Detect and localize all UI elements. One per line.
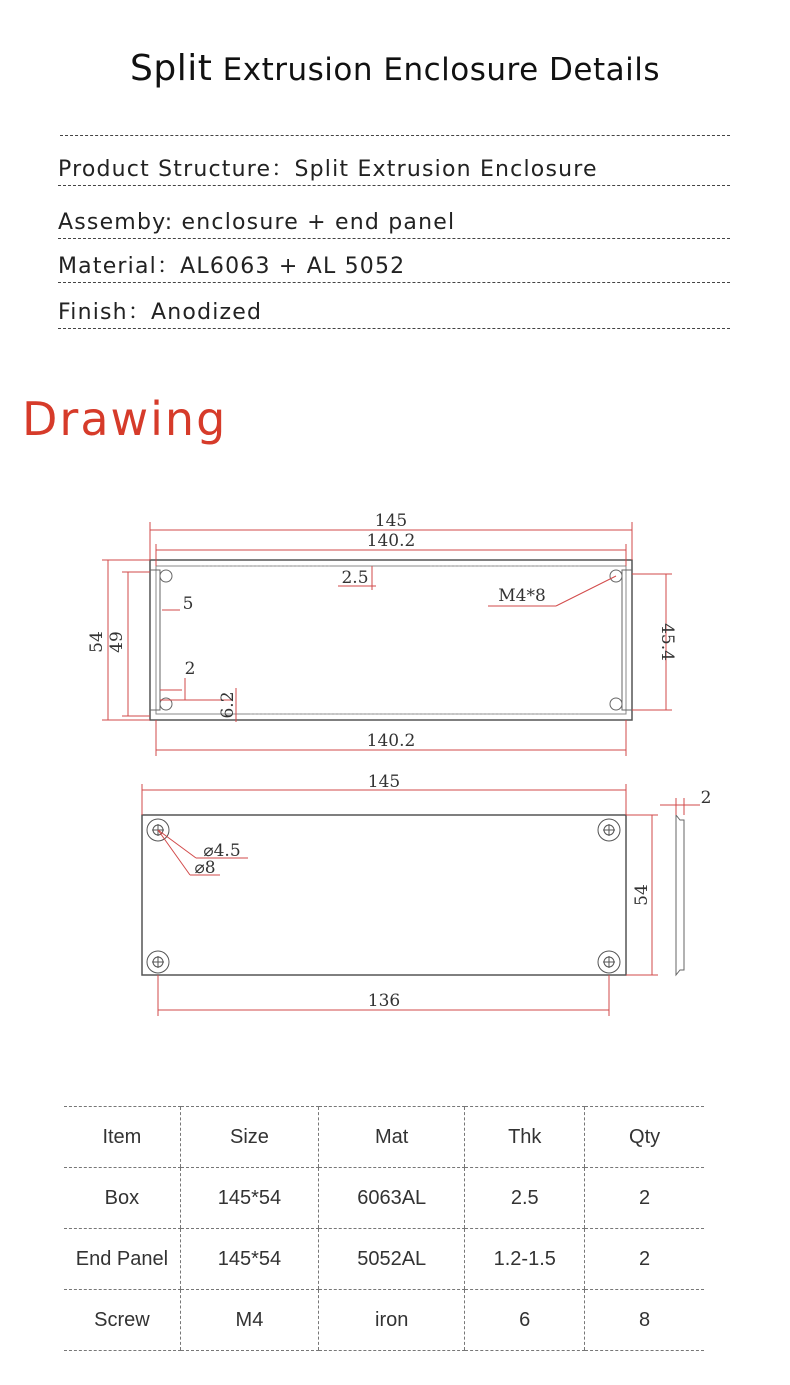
table-header-qty: Qty xyxy=(585,1107,704,1168)
table-row xyxy=(64,1290,704,1351)
table-cell: 6063AL xyxy=(319,1168,465,1229)
table-cell: Screw xyxy=(64,1290,180,1351)
table-cell: 2 xyxy=(585,1168,704,1229)
spec-table xyxy=(64,1106,704,1351)
dim-hole-large: ⌀8 xyxy=(194,858,216,878)
table-cell: 145*54 xyxy=(180,1168,318,1229)
spec-material: Material：AL6063 + AL 5052 xyxy=(58,252,730,283)
dim-hole-small: ⌀4.5 xyxy=(203,841,241,861)
dim-hole-span: 136 xyxy=(367,991,401,1011)
table-header-thk: Thk xyxy=(465,1107,585,1168)
table-cell: 5052AL xyxy=(319,1229,465,1290)
title-rest: Extrusion Enclosure Details xyxy=(222,52,660,88)
dim-six-two: 6.2 xyxy=(218,691,238,719)
table-cell: iron xyxy=(319,1290,465,1351)
dim-five: 5 xyxy=(182,594,194,614)
dim-panel-width: 145 xyxy=(367,772,401,792)
table-row xyxy=(64,1168,704,1229)
table-header-row xyxy=(64,1107,704,1168)
dim-width-outer: 145 xyxy=(374,511,408,531)
table-header-item: Item xyxy=(64,1107,180,1168)
spec-finish: Finish：Anodized xyxy=(58,298,730,329)
dim-width-inner: 140.2 xyxy=(366,531,416,551)
table-cell: 2.5 xyxy=(465,1168,585,1229)
technical-drawing xyxy=(0,500,790,1040)
dim-width-bottom: 140.2 xyxy=(366,731,416,751)
dim-height-outer: 54 xyxy=(87,631,107,653)
dim-screw: M4*8 xyxy=(498,586,546,606)
table-header-mat: Mat xyxy=(319,1107,465,1168)
dim-panel-height: 54 xyxy=(632,884,652,906)
drawing-heading: Drawing xyxy=(22,392,228,446)
dim-two: 2 xyxy=(184,659,196,679)
dim-panel-thickness: 2 xyxy=(700,788,712,808)
end-panel-view xyxy=(142,772,711,1016)
spec-top-divider xyxy=(60,135,730,136)
table-cell: 2 xyxy=(585,1229,704,1290)
table-cell: Box xyxy=(64,1168,180,1229)
spec-assembly: Assemby: enclosure + end panel xyxy=(58,208,730,239)
enclosure-top-view xyxy=(87,511,677,756)
dim-slot-height: 45.4 xyxy=(657,623,677,661)
table-cell: 6 xyxy=(465,1290,585,1351)
spec-product-structure: Product Structure：Split Extrusion Enclosure xyxy=(58,155,730,186)
dim-height-inner: 49 xyxy=(107,631,127,653)
table-cell: 145*54 xyxy=(180,1229,318,1290)
table-row xyxy=(64,1229,704,1290)
table-header-size: Size xyxy=(180,1107,318,1168)
table-cell: 8 xyxy=(585,1290,704,1351)
dim-wall: 2.5 xyxy=(341,568,369,588)
title-first-word: Split xyxy=(129,48,213,89)
page-title xyxy=(0,48,790,89)
table-cell: M4 xyxy=(180,1290,318,1351)
table-cell: End Panel xyxy=(64,1229,180,1290)
table-cell: 1.2-1.5 xyxy=(465,1229,585,1290)
